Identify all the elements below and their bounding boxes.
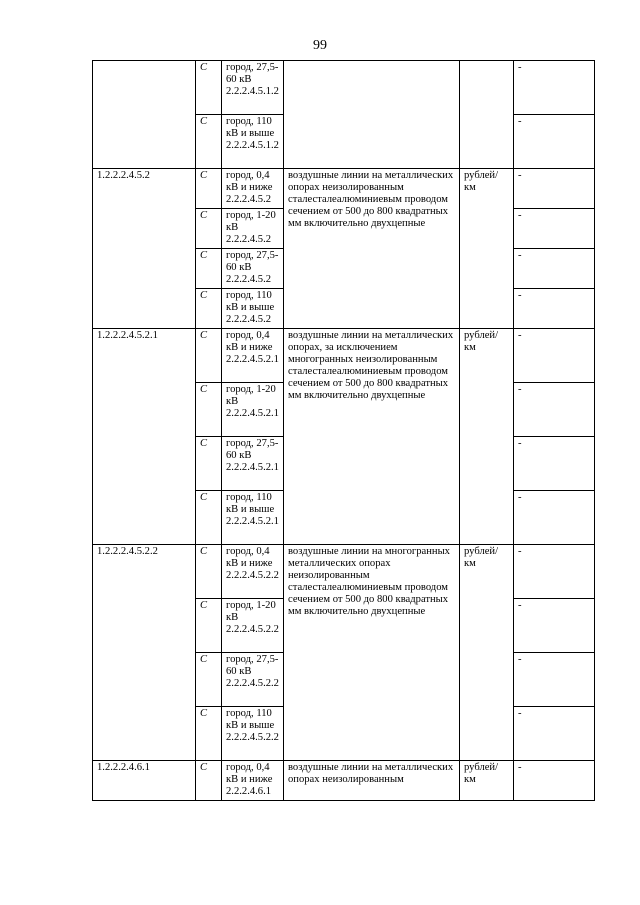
category-letter: С (196, 491, 222, 545)
table-row (93, 169, 595, 209)
code-cell (93, 61, 196, 169)
table-row (93, 61, 595, 115)
category-letter: С (196, 761, 222, 801)
value-cell: - (514, 289, 595, 329)
category-letter: С (196, 249, 222, 289)
voltage-level-cell: город, 1-20 кВ 2.2.2.4.5.2.1 (222, 383, 284, 437)
table-row (93, 545, 595, 599)
voltage-level-cell: город, 27,5-60 кВ 2.2.2.4.5.2 (222, 249, 284, 289)
category-letter: С (196, 61, 222, 115)
voltage-level-cell: город, 1-20 кВ 2.2.2.4.5.2 (222, 209, 284, 249)
voltage-level-cell: город, 0,4 кВ и ниже 2.2.2.4.5.2 (222, 169, 284, 209)
code-cell: 1.2.2.2.4.5.2.1 (93, 329, 196, 545)
unit-cell (460, 61, 514, 169)
category-letter: С (196, 329, 222, 383)
category-letter: С (196, 653, 222, 707)
table-row (93, 329, 595, 383)
voltage-level-cell: город, 110 кВ и выше 2.2.2.4.5.2 (222, 289, 284, 329)
category-letter: С (196, 169, 222, 209)
description-cell: воздушные линии на металлических опорах неизолированным сталесталеалюминиевым проводом сечением от 500 до 800 квадратных мм включительно двухцепные (284, 169, 460, 329)
value-cell: - (514, 61, 595, 115)
value-cell: - (514, 329, 595, 383)
voltage-level-cell: город, 110 кВ и выше 2.2.2.4.5.2.2 (222, 707, 284, 761)
voltage-level-cell: город, 1-20 кВ 2.2.2.4.5.2.2 (222, 599, 284, 653)
voltage-level-cell: город, 27,5-60 кВ 2.2.2.4.5.2.2 (222, 653, 284, 707)
voltage-level-cell: город, 0,4 кВ и ниже 2.2.2.4.5.2.1 (222, 329, 284, 383)
category-letter: С (196, 289, 222, 329)
voltage-level-cell: город, 0,4 кВ и ниже 2.2.2.4.5.2.2 (222, 545, 284, 599)
voltage-level-cell: город, 27,5-60 кВ 2.2.2.4.5.2.1 (222, 437, 284, 491)
value-cell: - (514, 383, 595, 437)
category-letter: С (196, 545, 222, 599)
unit-cell: рублей/км (460, 545, 514, 761)
value-cell: - (514, 545, 595, 599)
unit-cell: рублей/км (460, 761, 514, 801)
code-cell: 1.2.2.2.4.5.2.2 (93, 545, 196, 761)
category-letter: С (196, 115, 222, 169)
description-cell (284, 61, 460, 169)
voltage-level-cell: город, 110 кВ и выше 2.2.2.4.5.2.1 (222, 491, 284, 545)
unit-cell: рублей/км (460, 329, 514, 545)
value-cell: - (514, 761, 595, 801)
value-cell: - (514, 169, 595, 209)
category-letter: С (196, 437, 222, 491)
code-cell: 1.2.2.2.4.5.2 (93, 169, 196, 329)
value-cell: - (514, 249, 595, 289)
value-cell: - (514, 491, 595, 545)
value-cell: - (514, 209, 595, 249)
voltage-level-cell: город, 27,5-60 кВ 2.2.2.4.5.1.2 (222, 61, 284, 115)
unit-cell: рублей/км (460, 169, 514, 329)
table-row (93, 761, 595, 801)
description-cell: воздушные линии на металлических опорах неизолированным (284, 761, 460, 801)
value-cell: - (514, 437, 595, 491)
value-cell: - (514, 653, 595, 707)
value-cell: - (514, 115, 595, 169)
description-cell: воздушные линии на металлических опорах, за исключением многогранных неизолированным сталесталеалюминиевым проводом сечением от 500 до 800 квадратных мм включительно двухцепные (284, 329, 460, 545)
page-number: 99 (313, 38, 327, 53)
code-cell: 1.2.2.2.4.6.1 (93, 761, 196, 801)
category-letter: С (196, 209, 222, 249)
description-cell: воздушные линии на многогранных металлических опорах неизолированным сталесталеалюминиевым проводом сечением от 500 до 800 квадратных мм включительно двухцепные (284, 545, 460, 761)
category-letter: С (196, 599, 222, 653)
value-cell: - (514, 707, 595, 761)
voltage-level-cell: город, 0,4 кВ и ниже 2.2.2.4.6.1 (222, 761, 284, 801)
tariff-table (92, 60, 595, 801)
category-letter: С (196, 707, 222, 761)
voltage-level-cell: город, 110 кВ и выше 2.2.2.4.5.1.2 (222, 115, 284, 169)
category-letter: С (196, 383, 222, 437)
value-cell: - (514, 599, 595, 653)
